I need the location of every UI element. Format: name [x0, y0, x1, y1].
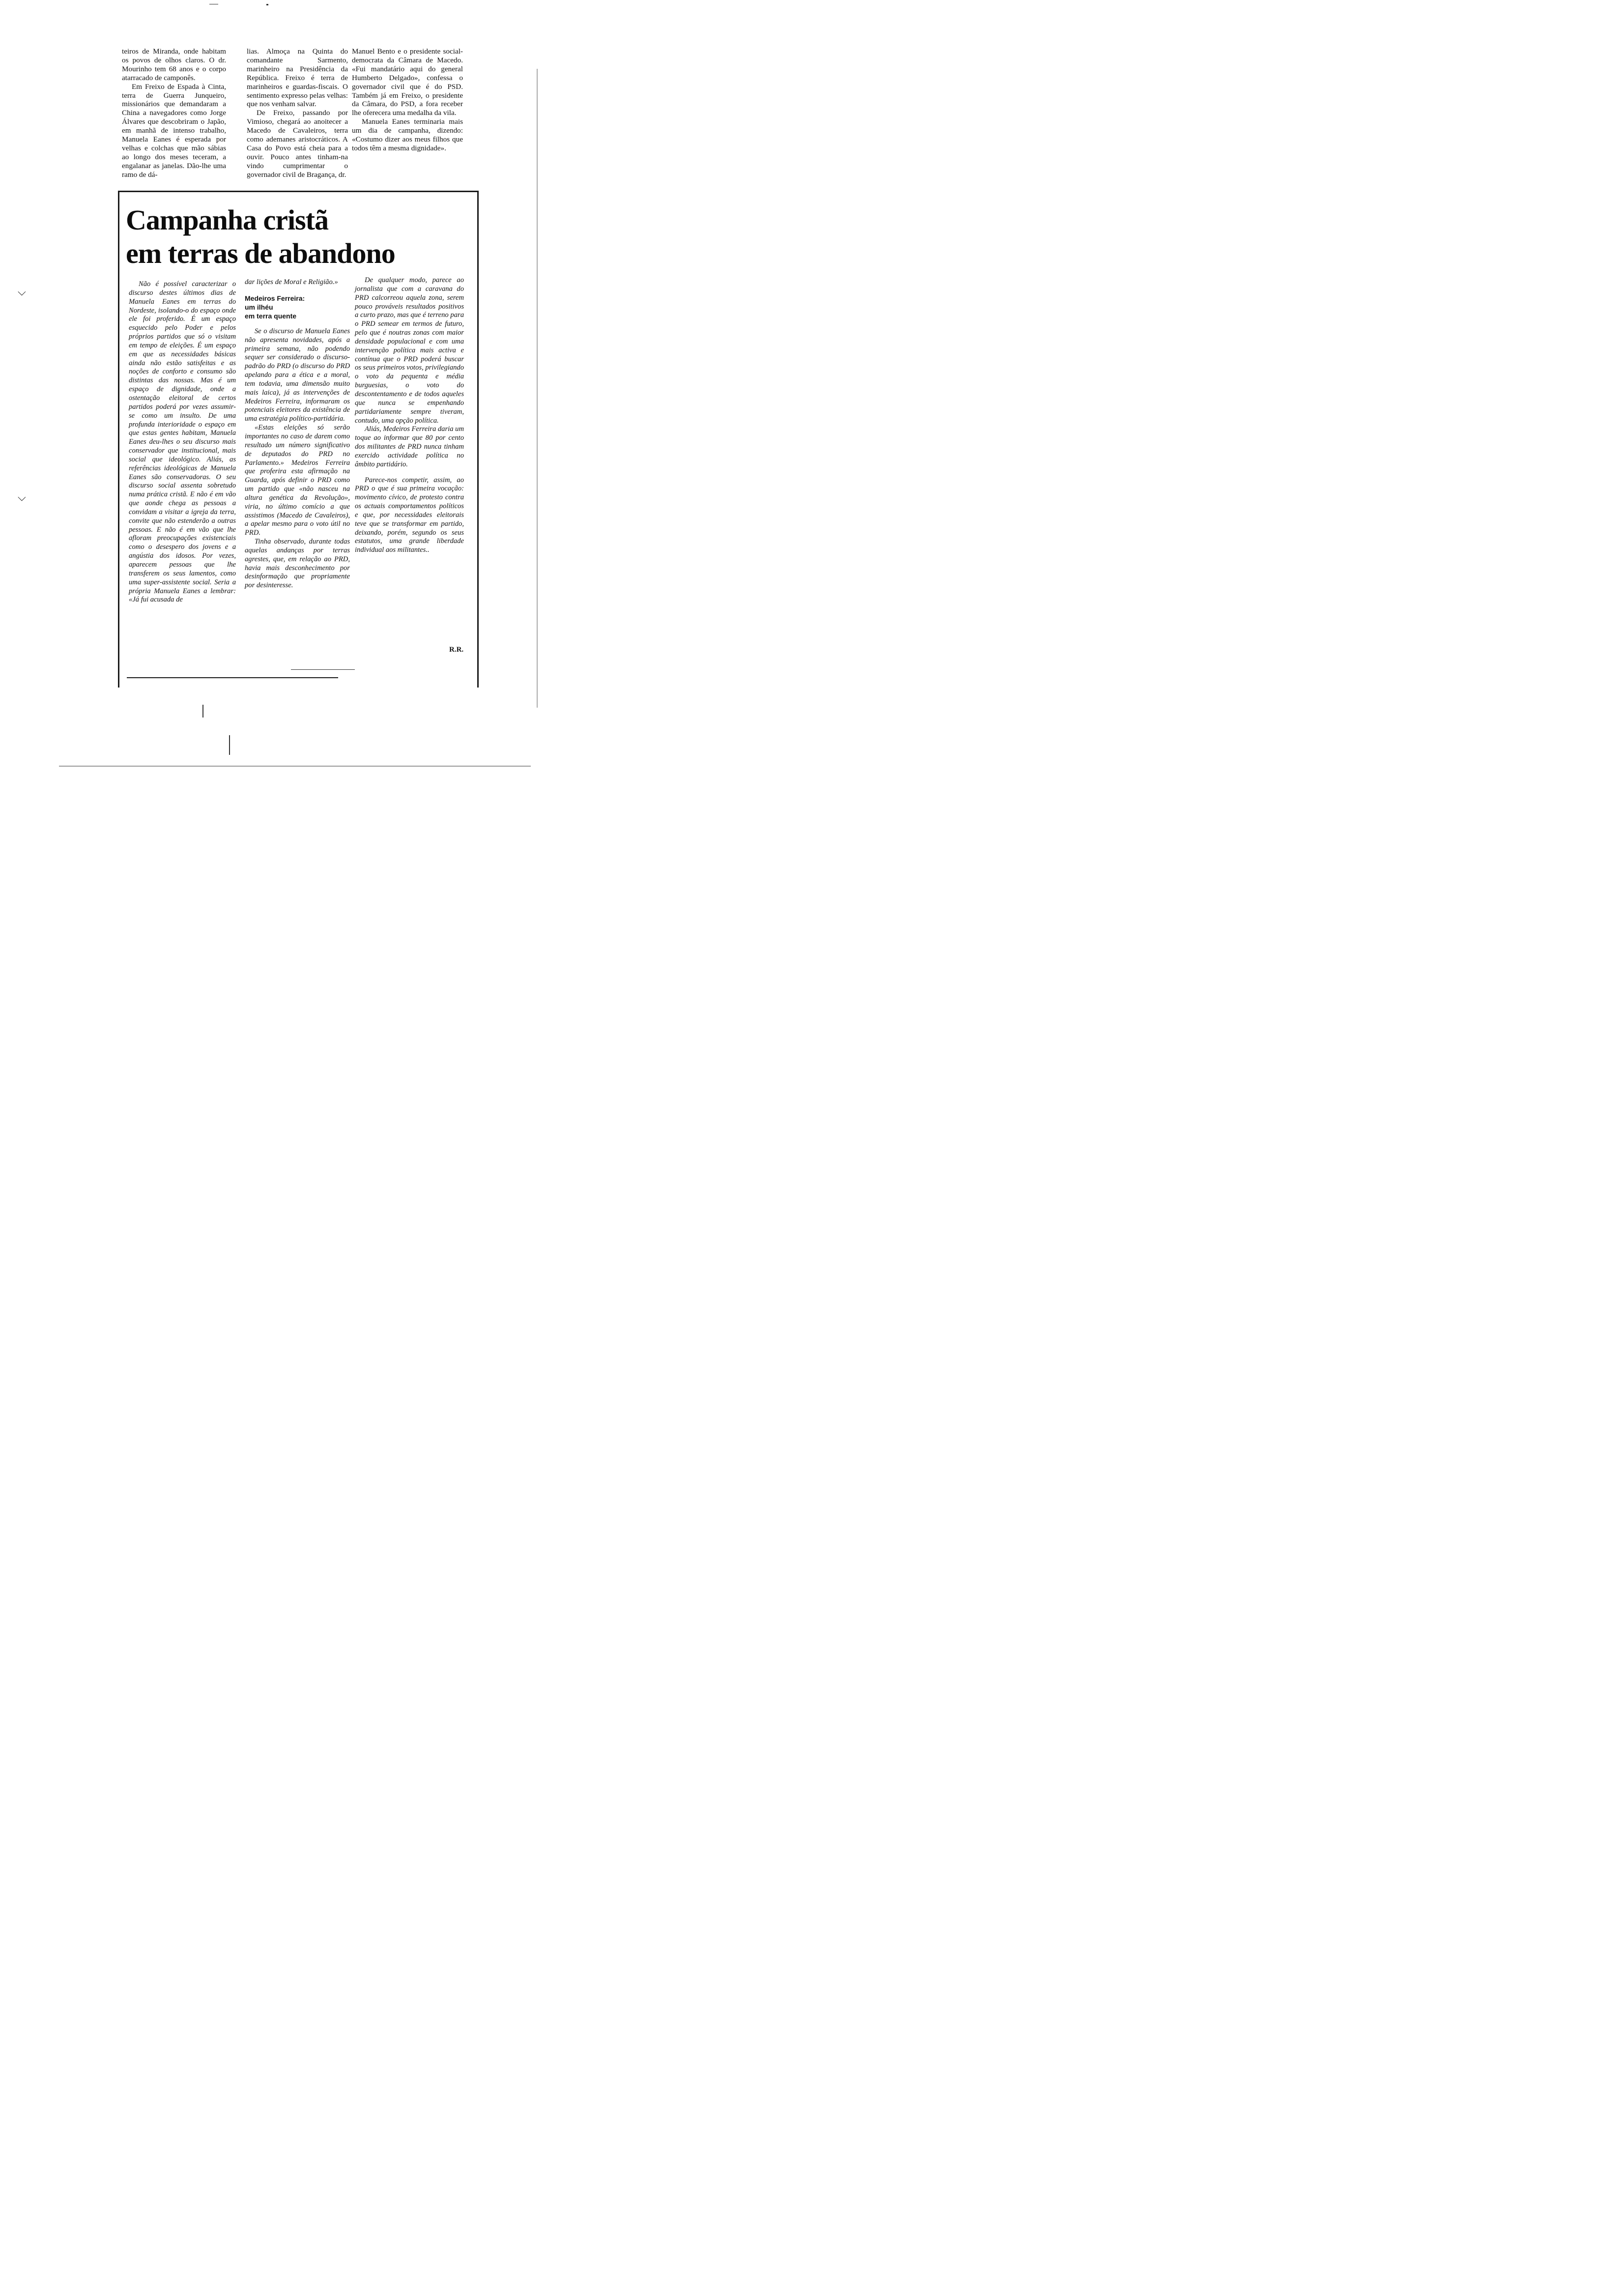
column-end-rule [291, 669, 355, 670]
continuation-column-left [122, 47, 226, 179]
article-frame-bottom-rule [127, 677, 338, 678]
continuation-column-middle [247, 47, 348, 179]
article-headline [126, 203, 470, 270]
paragraph: dar lições de Moral e Religião.» [245, 278, 338, 286]
paragraph: Parece-nos competir, assim, ao PRD o que é sua primeira vocação: movimento cívico, de protesto contra os actuais comportamentos políticos e que, por necessidades eleitorais teve que se transformar em partido, deixando, porém, segundo os seus estatutos, uma grande liberdade individual aos militantes.. [355, 476, 464, 554]
scan-mark-top [266, 4, 268, 5]
paragraph: Se o discurso de Manuela Eanes não apresenta novidades, após a primeira semana, não podendo sequer ser considerado o discurso-padrão do PRD (o discurso do PRD apelando para a ética e a moral, tem todavia, uma dimensão muito mais laica), já as intervenções de Medeiros Ferreira, informaram os potenciais eleitores da existência de uma estratégia político-partidária. [245, 327, 350, 423]
scan-mark-left-1: ⌵ [18, 286, 26, 298]
section-subheading [245, 294, 350, 320]
article-column-middle [245, 278, 350, 590]
subheading-line: Medeiros Ferreira: [245, 294, 305, 302]
paragraph: Tinha observado, durante todas aquelas andanças por terras agrestes, que, em relação ao PRD, havia mais desconhecimento por desinformação que propriamente por desinteresse. [245, 538, 350, 590]
author-initials: R.R. [449, 646, 464, 654]
scan-mark-right-edge [537, 69, 538, 708]
scan-mark-bottom-edge [59, 766, 531, 767]
paragraph: Manuel Bento e o presidente social-democrata da Câmara de Macedo. «Fui mandatário aqui do general Humberto Delgado», confessa o governador civil que é do PSD. Também já em Freixo, o presidente da Câmara, do PSD, a fora receber lhe oferecera uma medalha da vila. [352, 47, 463, 117]
paragraph: Em Freixo de Espada à Cinta, terra de Guerra Junqueiro, missionários que demandaram a China a navegadores como Jorge Álvares que descobriram o Japão, em manhã de intenso trabalho, Manuela Eanes é esperada por velhas e colchas que mão sábias ao longo dos meses teceram, a engalanar as janelas. Dão-lhe uma ramo de dá- [122, 82, 226, 179]
paragraph: «Estas eleições só serão importantes no caso de darem como resultado um número significativo de deputados do PRD no Parlamento.» Medeiros Ferreira que proferira esta afirmação na Guarda, após definir o PRD como um partido que «não nasceu na altura genética da Revolução», viria, no último comício a que assistimos (Macedo de Cavaleiros), a apelar mesmo para o voto útil no PRD. [245, 424, 350, 537]
continuation-column-right [352, 47, 463, 153]
headline-line: em terras de abandono [126, 237, 395, 269]
scan-mark-bottom [229, 735, 230, 755]
subheading-line: em terra quente [245, 312, 297, 320]
article-column-left [129, 280, 236, 604]
scan-mark-bottom [202, 705, 203, 718]
headline-line: Campanha cristã [126, 204, 328, 236]
paragraph: De Freixo, passando por Vimioso, chegará ao anoitecer a Macedo de Cavaleiros, terra como ademanes aristocráticos. A Casa do Povo está cheia para a ouvir. Pouco antes tinham-na vindo cumprimentar o governador civil de Bragança, dr. [247, 109, 348, 179]
paragraph: De qualquer modo, parece ao jornalista que com a caravana do PRD calcorreou aquela zona, serem pouco prováveis resultados positivos a curto prazo, mas que é terreno para o PRD semear em termos de futuro, pelo que é noutras zonas com maior densidade populacional e com uma intervenção política mais activa e contínua que o PRD poderá buscar os seus primeiros votos, privilegiando o voto da pequenta e média burguesias, o voto do descontentamento e de todos aqueles que nunca se empenhando partidariamente sempre tiveram, contudo, uma opção política. [355, 276, 464, 425]
article-column-right [355, 276, 464, 555]
scan-mark-left-2: ⌵ [18, 491, 26, 504]
subheading-line: um ilhéu [245, 303, 273, 311]
paragraph: lias. Almoça na Quinta do comandante Sarmento, marinheiro na Presidência da República. Freixo é terra de marinheiros e guardas-fiscais. O sentimento expresso pelas velhas: que nos venham salvar. [247, 47, 348, 109]
intro-paragraph: Não é possível caracterizar o discurso destes últimos dias de Manuela Eanes em terras do Nordeste, isolando-o do espaço onde ele foi proferido. É um espaço esquecido pelo Poder e pelos próprios partidos que só o visitam em tempo de eleições. É um espaço em que as necessidades básicas ainda não estão satisfeitas e as noções de conforto e consumo são distintas das nossas. Mas é um espaço de dignidade, onde a ostentação eleitoral de certos partidos poderá por vezes assumir-se como um insulto. De uma profunda interioridade o espaço em que estas gentes habitam, Manuela Eanes deu-lhes o seu discurso mais conservador que institucional, mais social que ideológico. Aliás, as referências ideológicas de Manuela Eanes são conservadoras. O seu discurso social assenta sobretudo numa prática cristã. E não é em vão que aonde chega as pessoas a convidam a visitar a igreja da terra, convite que não estenderão a outras pessoas. E não é em vão que lhe afloram preocupações existenciais como o desespero dos jovens e a angústia dos idosos. Por vezes, aparecem pessoas que lhe transferem os seus lamentos, como uma super-assistente social. Seria a própria Manuela Eanes a lembrar: «Já fui acusada de [129, 280, 236, 604]
paragraph: teiros de Miranda, onde habitam os povos de olhos claros. O dr. Mourinho tem 68 anos e o corpo atarracado de camponês. [122, 47, 226, 82]
paragraph: Manuela Eanes terminaria mais um dia de campanha, dizendo: «Costumo dizer aos meus filhos que todos têm a mesma dignidade». [352, 117, 463, 152]
paragraph: Aliás, Medeiros Ferreira daria um toque ao informar que 80 por cento dos militantes de PRD nunca tinham exercido actividade política no âmbito partidário. [355, 425, 464, 468]
